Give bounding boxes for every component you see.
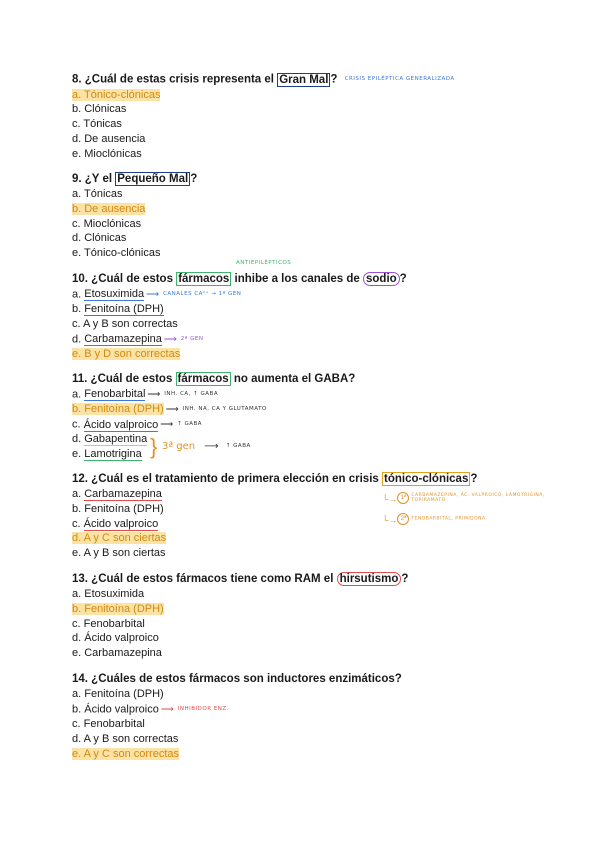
option-c[interactable]: c. Fenobarbital xyxy=(72,717,145,730)
option-prefix: a. xyxy=(72,388,85,401)
option-d[interactable] xyxy=(72,332,592,347)
handwritten-note: CARBAMAZEPINA, ÁC. VALPROICO, LAMOTRIGINA, TOPIRAMATO xyxy=(411,492,545,503)
handwritten-note: CRISIS EPILÉPTICA GENERALIZADA xyxy=(344,76,455,82)
option-text: Etosuximida xyxy=(84,288,145,301)
handwritten-note: INH. NA, CA Y GLUTAMATO xyxy=(182,406,267,413)
option-c[interactable]: c. Mioclónicas xyxy=(72,217,142,230)
option-e[interactable]: e. Carbamazepina xyxy=(72,647,162,660)
question-14-title: 14. ¿Cuáles de estos fármacos son inductores enzimáticos? xyxy=(72,673,402,685)
side-note-first-line xyxy=(382,489,582,507)
option-b[interactable] xyxy=(72,402,592,417)
arrow-icon: ⟶ xyxy=(204,441,219,452)
title-text: 8. ¿Cuál de estas crisis representa el xyxy=(72,73,278,86)
boxed-term: tónico-clónicas xyxy=(384,473,469,485)
question-10-title xyxy=(72,272,592,287)
option-text: Ácido valproico xyxy=(83,418,159,431)
option-prefix: c. xyxy=(72,418,84,431)
boxed-term: fármacos xyxy=(178,273,230,285)
title-text: ? xyxy=(399,273,407,285)
handwritten-note: INHIBIDOR ENZ. xyxy=(177,705,229,712)
option-text: Ácido valproico xyxy=(83,517,159,530)
option-prefix: d. xyxy=(72,333,85,346)
boxed-term: Pequeño Mal xyxy=(117,173,189,185)
question-13-title xyxy=(72,572,592,587)
handwritten-note: ↑ GABA xyxy=(225,443,251,449)
option-prefix: a. xyxy=(72,288,85,301)
option-text: d. A y C son ciertas xyxy=(72,532,167,545)
title-text: 13. ¿Cuál de estos fármacos tiene como RAM el xyxy=(72,573,337,585)
arrow-icon: ⟶ xyxy=(146,289,160,299)
option-text: e. B y D son correctas xyxy=(72,347,181,360)
option-e[interactable]: e. Tónico-clónicas xyxy=(72,247,161,260)
title-text: no aumenta el GABA? xyxy=(230,373,356,385)
arrow-icon: ⟶ xyxy=(160,419,174,430)
question-9 xyxy=(72,172,592,261)
option-e[interactable]: e. Mioclónicas xyxy=(72,147,142,160)
title-text: ? xyxy=(190,173,198,185)
option-a[interactable]: a. Etosuximida xyxy=(72,588,145,600)
option-text: a. Tónico-clónicas xyxy=(72,88,161,101)
option-prefix: d. xyxy=(72,433,85,446)
option-b[interactable] xyxy=(72,702,592,717)
option-b[interactable] xyxy=(72,202,592,217)
branch-icon: └→ xyxy=(382,494,398,504)
option-a[interactable] xyxy=(72,88,592,103)
option-text: Fenitoína (DPH) xyxy=(84,303,164,316)
question-11-title xyxy=(72,372,592,387)
handwritten-note: CANALES CA²⁺ → 1ª GEN xyxy=(163,291,242,297)
option-d[interactable]: d. De ausencia xyxy=(72,132,146,145)
handwritten-note: 2ª GEN xyxy=(180,335,204,342)
question-9-title xyxy=(72,172,592,187)
option-text: b. Fenitoína (DPH) xyxy=(72,602,164,615)
option-c[interactable]: c. Tónicas xyxy=(72,118,122,131)
title-text: 9. ¿Y el xyxy=(72,173,116,185)
option-d[interactable]: d. Ácido valproico xyxy=(72,632,159,645)
option-text: Carbamazepina xyxy=(84,488,162,500)
arrow-icon: ⟶ xyxy=(165,404,179,415)
option-text: b. Ácido valproico xyxy=(72,703,159,716)
question-8-title xyxy=(72,72,592,88)
title-text: 10. ¿Cuál de estos xyxy=(72,273,177,285)
option-text: Gabapentina xyxy=(84,433,148,446)
option-text: e. A y C son correctas xyxy=(72,747,179,760)
question-10 xyxy=(72,272,592,362)
option-a[interactable] xyxy=(72,387,592,402)
handwritten-note: INH. CA, ↑ GABA xyxy=(164,391,219,397)
handwritten-note: FENOBARBITAL, PRIMIDONA xyxy=(411,516,486,522)
circled-term: hirsutismo xyxy=(337,572,402,586)
option-text: Carbamazepina xyxy=(84,333,162,346)
boxed-term: Gran Mal xyxy=(279,73,329,86)
title-text: 12. ¿Cuál es el tratamiento de primera elección en crisis xyxy=(72,473,382,485)
option-prefix: e. xyxy=(72,448,85,461)
title-text: ? xyxy=(330,73,338,86)
option-b[interactable] xyxy=(72,302,592,317)
option-c[interactable]: c. Fenobarbital xyxy=(72,617,145,630)
arrow-icon: ⟶ xyxy=(163,333,177,344)
question-8 xyxy=(72,72,592,162)
question-13 xyxy=(72,572,592,661)
option-e[interactable] xyxy=(72,747,592,762)
option-e[interactable]: e. A y B son ciertas xyxy=(72,547,166,560)
option-prefix: a. xyxy=(72,488,85,500)
option-d[interactable] xyxy=(72,531,592,546)
arrow-icon: ⟶ xyxy=(147,389,161,399)
arrow-icon: ⟶ xyxy=(160,703,174,714)
option-d[interactable]: d. Clónicas xyxy=(72,232,127,245)
handwritten-note: ANTIEPILÉPTICOS xyxy=(236,260,292,266)
option-c[interactable]: c. A y B son correctas xyxy=(72,317,178,330)
brace-note xyxy=(162,441,251,452)
circled-term: sodio xyxy=(363,272,400,286)
branch-icon: └→ xyxy=(382,515,398,525)
option-e[interactable] xyxy=(72,347,592,362)
circled-number: 1ª xyxy=(397,492,409,504)
boxed-term: fármacos xyxy=(177,373,229,385)
option-a[interactable] xyxy=(72,287,592,302)
question-14 xyxy=(72,672,592,761)
option-text: Lamotrigina xyxy=(84,448,142,461)
option-a[interactable]: a. Fenitoína (DPH) xyxy=(72,688,164,700)
title-text: ? xyxy=(470,473,478,485)
side-note-second-line xyxy=(382,510,582,528)
title-text: 11. ¿Cuál de estos xyxy=(72,373,176,385)
option-b[interactable]: b. Clónicas xyxy=(72,103,127,116)
option-b[interactable]: b. Fenitoína (DPH) xyxy=(72,502,164,515)
option-text: Fenobarbital xyxy=(84,388,146,401)
option-d[interactable]: d. A y B son correctas xyxy=(72,732,179,745)
option-text: b. Fenitoína (DPH) xyxy=(72,403,164,416)
title-text: inhibe a los canales de xyxy=(231,273,363,285)
option-b[interactable] xyxy=(72,602,592,617)
handwritten-note: ↑ GABA xyxy=(177,421,203,428)
handwritten-note: 3ª gen xyxy=(162,441,196,452)
option-prefix: b. xyxy=(72,303,85,316)
option-prefix: c. xyxy=(72,517,84,530)
option-text: b. De ausencia xyxy=(72,202,146,215)
option-a[interactable]: a. Tónicas xyxy=(72,188,123,200)
title-text: ? xyxy=(401,573,409,585)
curly-brace-icon: } xyxy=(150,434,158,459)
question-12-title xyxy=(72,472,592,487)
circled-number: 2ª xyxy=(397,513,409,525)
option-c[interactable] xyxy=(72,417,592,432)
